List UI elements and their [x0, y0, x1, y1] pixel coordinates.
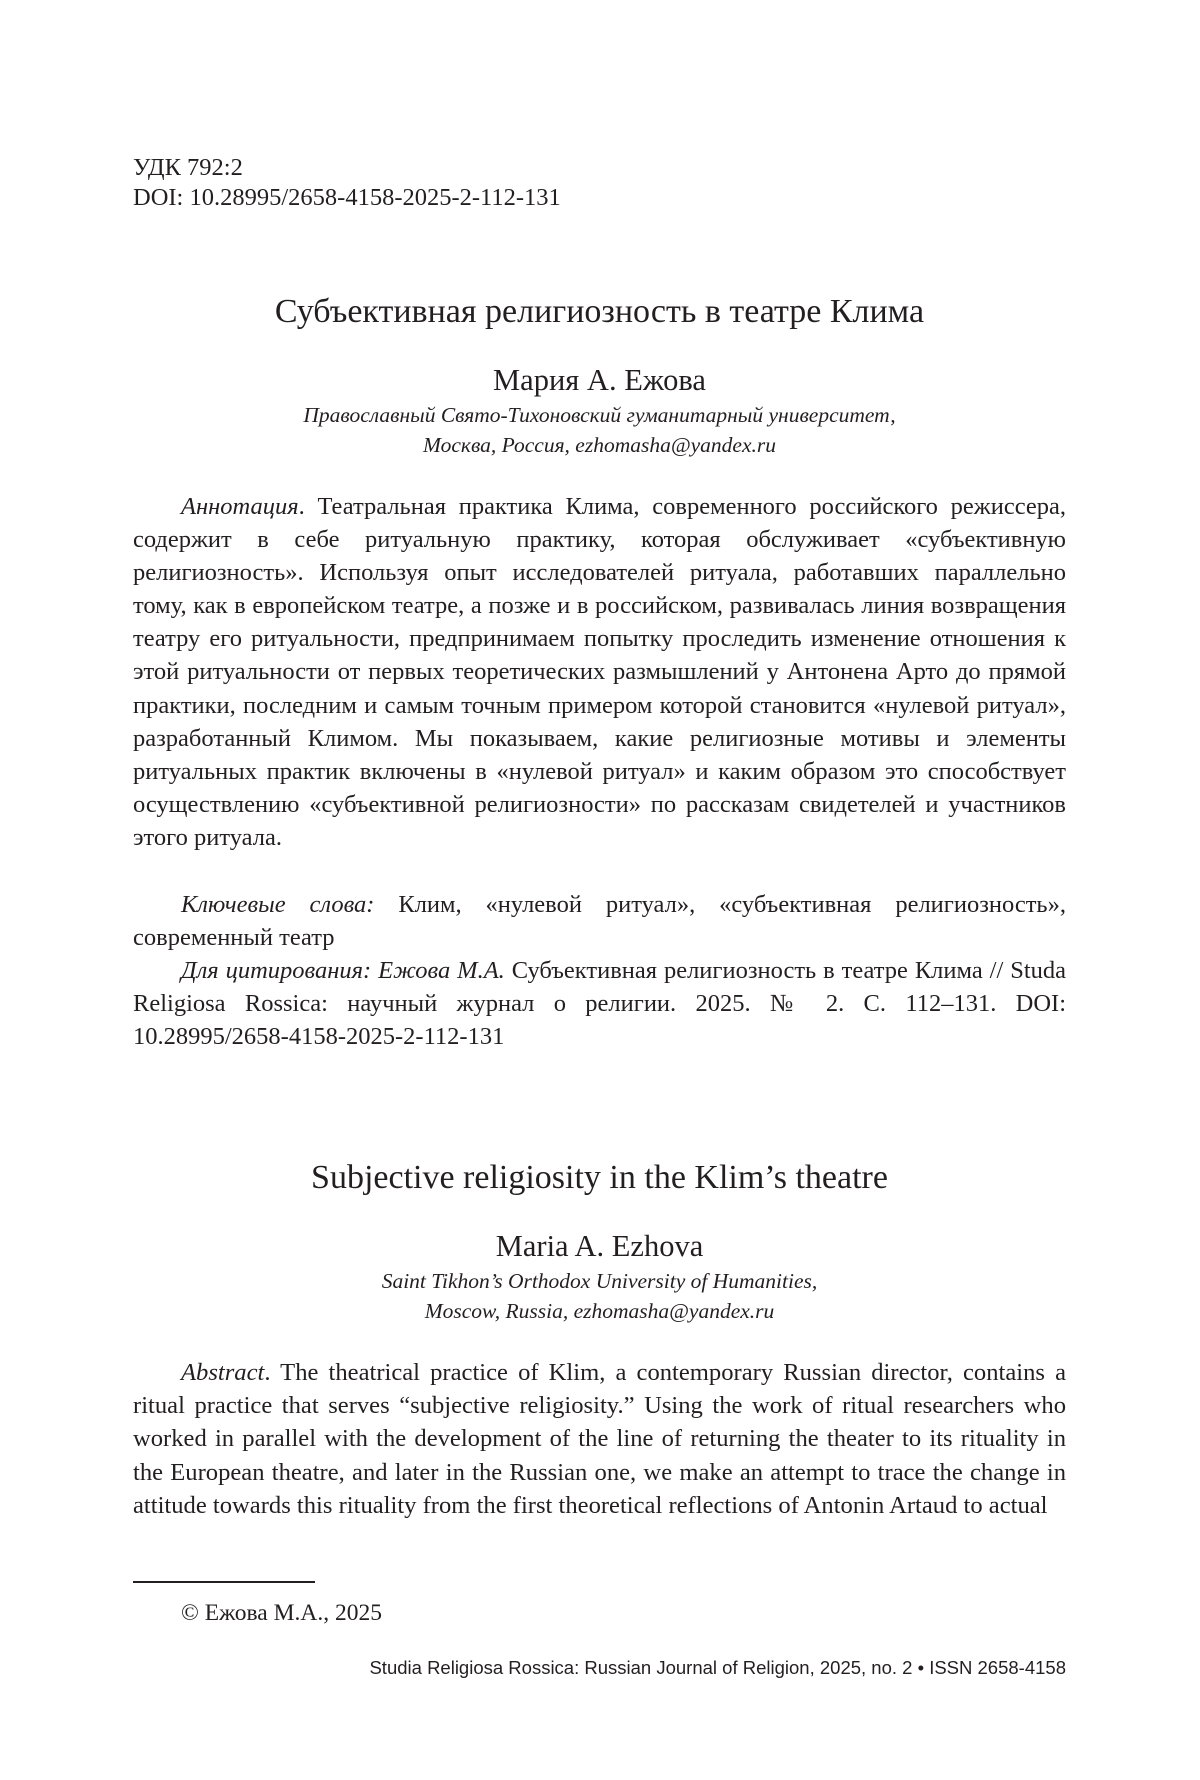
russian-affiliation: [133, 400, 1066, 460]
article-page: [133, 0, 1066, 1780]
russian-citation-label: Для цитирования: Ежова М.А.: [181, 957, 505, 984]
russian-keywords-text: Клим, «нулевой ритуал», «субъективная религиозность», современный театр: [133, 891, 1066, 952]
russian-author: Мария А. Ежова: [493, 363, 706, 397]
english-title: Subjective religiosity in the Klim’s theatre: [311, 1159, 888, 1196]
english-abstract: [133, 1356, 1066, 1522]
udk-code: УДК 792:2: [133, 154, 243, 181]
doi-line: DOI: 10.28995/2658-4158-2025-2-112-131: [133, 184, 561, 211]
english-affiliation-line-1: Saint Tikhon’s Orthodox University of Humanities,: [381, 1269, 818, 1293]
russian-affiliation-line-2: Москва, Россия, ezhomasha@yandex.ru: [422, 433, 777, 457]
english-affiliation-line-2: Moscow, Russia, ezhomasha@yandex.ru: [424, 1299, 775, 1323]
russian-keywords-label: Ключевые слова:: [181, 891, 375, 918]
english-abstract-text: . The theatrical practice of Klim, a contemporary Russian director, contains a ritual practice that serves “subjective religiosity.” Using the work of ritual researchers who worked in parallel with the development of the line of returning the theater to its rituality in the European theatre, and later in the Russian one, we make an attempt to trace the change in attitude towards this rituality from the first theoretical reflections of Antonin Artaud to actual: [133, 1359, 1066, 1519]
english-abstract-label: Abstract: [181, 1359, 265, 1386]
russian-abstract-label: Аннотация: [181, 493, 299, 520]
russian-citation: [133, 954, 1066, 1053]
footnote-rule: [133, 1581, 315, 1583]
copyright-notice: © Ежова М.А., 2025: [181, 1600, 382, 1626]
english-author: Maria A. Ezhova: [495, 1229, 704, 1263]
russian-affiliation-line-1: Православный Свято-Тихоновский гуманитарный университет,: [303, 403, 896, 427]
running-footer: Studia Religiosa Rossica: Russian Journal of Religion, 2025, no. 2 • ISSN 2658-4158: [369, 1657, 1066, 1678]
russian-abstract: [133, 490, 1066, 854]
article-metadata: [133, 153, 561, 213]
russian-keywords: [133, 888, 1066, 954]
russian-title: Субъективная религиозность в театре Клима: [274, 293, 925, 330]
russian-citation-text: Субъективная религиозность в театре Клима // Studa Religiosa Rossica: научный журнал о религии. 2025. № 2. С. 112–131. DOI: 10.28995/2658-4158-2025-2-112-131: [133, 957, 1067, 1051]
english-affiliation: [133, 1266, 1066, 1326]
russian-abstract-text: . Театральная практика Клима, современного российского режиссера, содержит в себе ритуальную практику, которая обслуживает «субъективную религиозность». Используя опыт исследователей ритуала, работавших параллельно тому, как в европейском театре, а позже и в российском, развивалась линия возвращения театру его ритуальности, предпринимаем попытку проследить изменение отношения к этой ритуальности от первых теоретических размышлений у Антонена Арто до прямой практики, последним и самым точным примером которой становится «нулевой ритуал», разработанный Климом. Мы показываем, какие религиозные мотивы и элементы ритуальных практик включены в «нулевой ритуал» и каким образом это способствует осуществлению «субъективной религиозности» по рассказам свидетелей и участников этого ритуала.: [133, 493, 1066, 851]
